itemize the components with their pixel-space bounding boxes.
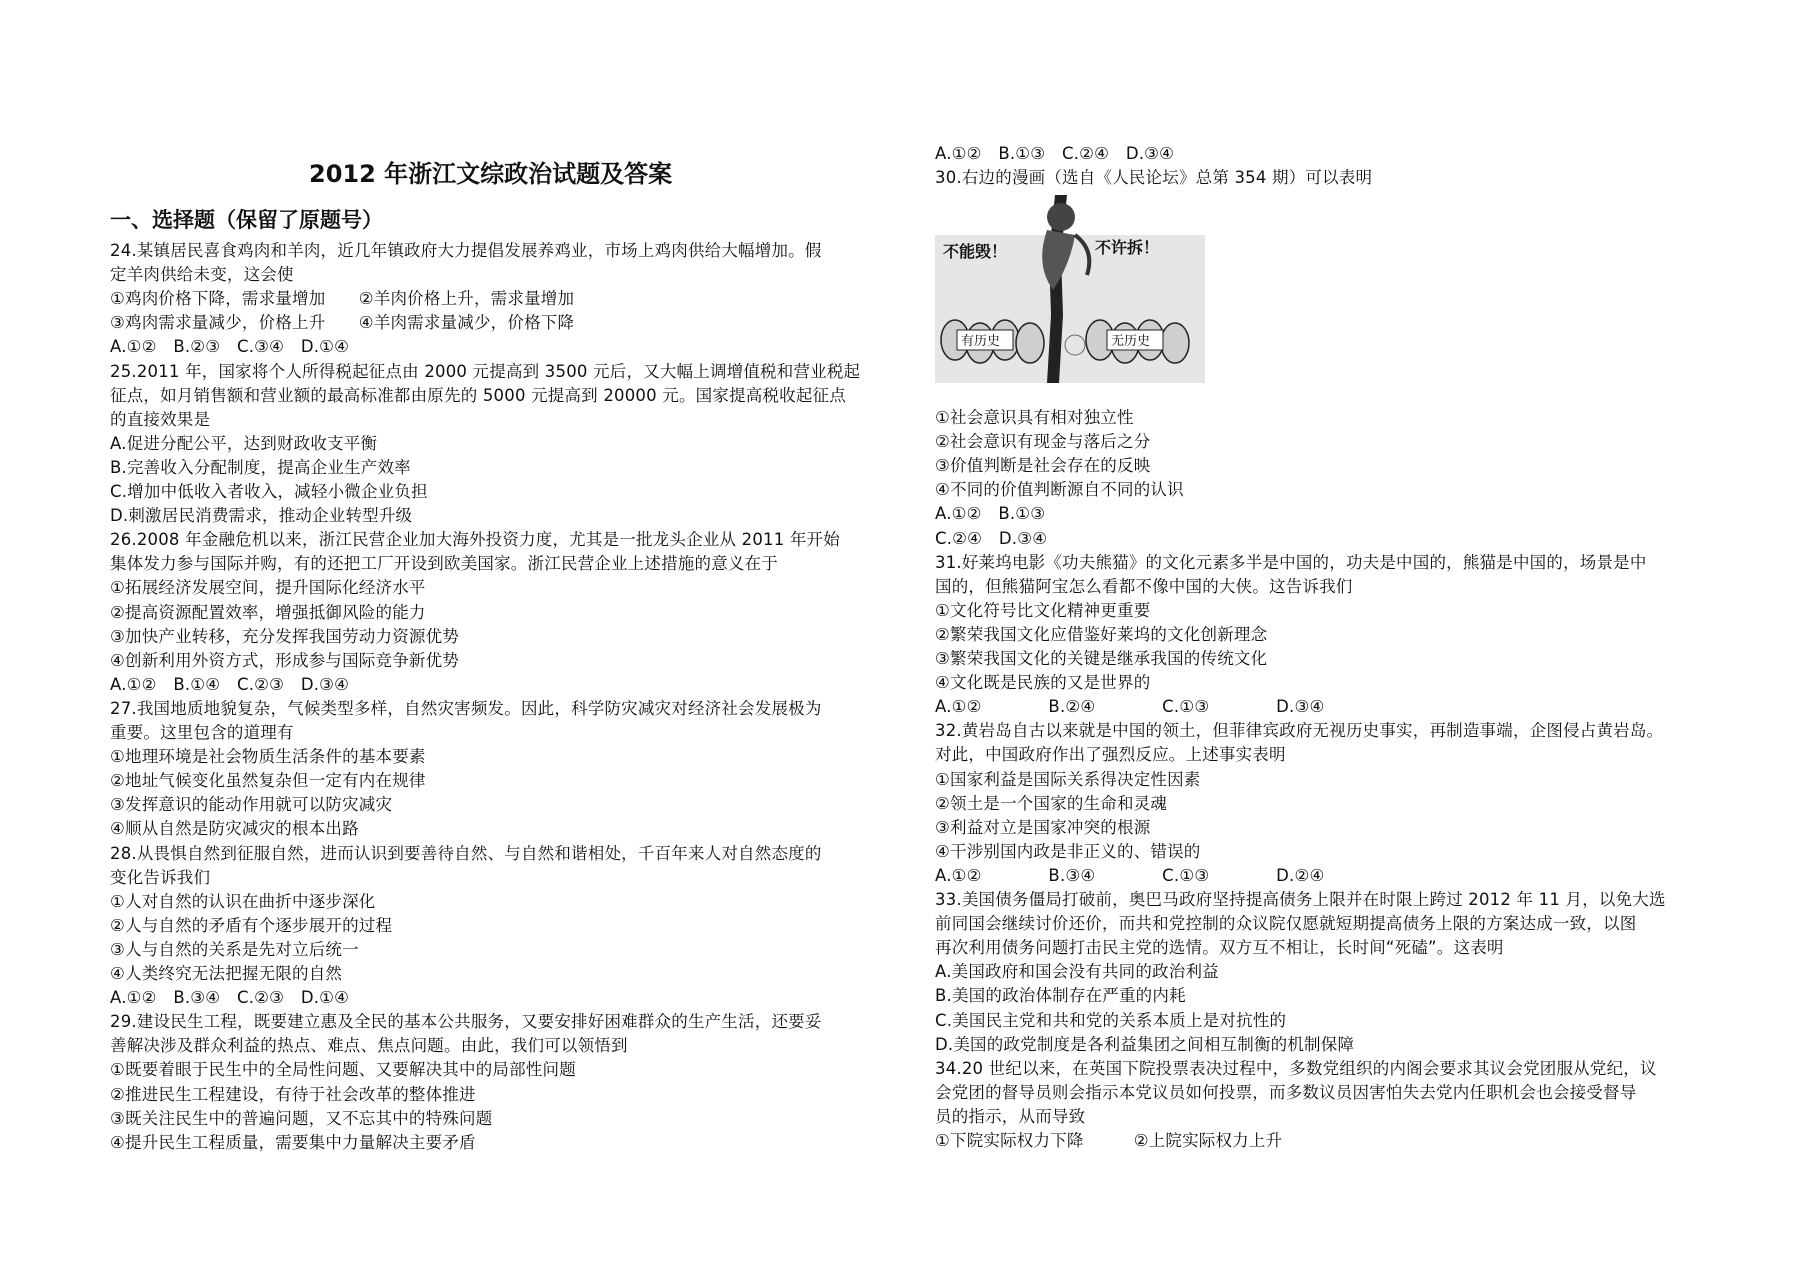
text-line: A.美国政府和国会没有共同的政治利益	[935, 962, 1219, 982]
text-line: ①下院实际权力下降 ②上院实际权力上升	[935, 1131, 1283, 1150]
text-line: A.①② B.①③ C.②④ D.③④	[935, 144, 1175, 163]
text-line: D.刺激居民消费需求，推动企业转型升级	[110, 506, 413, 526]
text-line: ③利益对立是国家冲突的根源	[935, 817, 1151, 837]
text-line: C.美国民主党和共和党的关系本质上是对抗性的	[935, 1010, 1287, 1030]
text-line: A.促进分配公平，达到财政收支平衡	[110, 433, 378, 453]
text-line: A.①② B.③④ C.②③ D.①④	[110, 988, 350, 1008]
text-line: 24.某镇居民喜食鸡肉和羊肉，近几年镇政府大力提倡发展养鸡业，市场上鸡肉供给大幅增加。假	[110, 241, 822, 260]
text-line: ②社会意识有现金与落后之分	[935, 432, 1151, 452]
section-heading: 一、选择题（保留了原题号）	[110, 208, 383, 232]
text-line: 员的指示，从而导致	[935, 1106, 1086, 1126]
text-line: 29.建设民生工程，既要建立惠及全民的基本公共服务，又要安排好困难群众的生产生活，还要妥	[110, 1012, 822, 1032]
text-line: A.①② B.①③	[935, 504, 1046, 524]
text-line: ③发挥意识的能动作用就可以防灾减灾	[110, 795, 393, 815]
text-line: C.增加中低收入者收入，减轻小微企业负担	[110, 482, 428, 501]
text-line: 34.20 世纪以来，在英国下院投票表决过程中，多数党组织的内阁会要求其议会党团服从党纪，议	[935, 1058, 1657, 1078]
text-line: 27.我国地质地貌复杂，气候类型多样，自然灾害频发。因此，科学防灾减灾对经济社会发展极为	[110, 698, 822, 718]
text-line: B.完善收入分配制度，提高企业生产效率	[110, 457, 411, 477]
text-line: ③价值判断是社会存在的反映	[935, 456, 1151, 476]
text-line: 再次利用债务问题打击民主党的选情。双方互不相让，长时间“死磕”。这表明	[935, 938, 1504, 958]
text-line: ①鸡肉价格下降，需求量增加 ②羊肉价格上升，需求量增加	[110, 289, 575, 309]
cartoon-figure-head	[1047, 203, 1075, 231]
cartoon-right-caption: 不许拆！	[1095, 238, 1160, 257]
cartoon-sign-left: 有历史	[961, 334, 1001, 349]
cartoon-left-caption: 不能毁！	[943, 242, 1008, 261]
text-line: ③人与自然的关系是先对立后统一	[110, 939, 359, 959]
text-line: 30.右边的漫画（选自《人民论坛》总第 354 期）可以表明	[935, 168, 1373, 187]
text-line: ①文化符号比文化精神更重要	[935, 600, 1151, 620]
text-line: ③加快产业转移，充分发挥我国劳动力资源优势	[110, 626, 459, 646]
text-line: ②推进民生工程建设，有待于社会改革的整体推进	[110, 1084, 476, 1104]
text-line: ④顺从自然是防灾减灾的根本出路	[110, 819, 359, 839]
text-line: ④不同的价值判断源自不同的认识	[935, 480, 1184, 500]
text-line: ③繁荣我国文化的关键是继承我国的传统文化	[935, 649, 1268, 668]
text-line: 28.从畏惧自然到征服自然，进而认识到要善待自然、与自然和谐相处，千百年来人对自然态度的	[110, 843, 822, 863]
text-line: ③鸡肉需求量减少，价格上升 ④羊肉需求量减少，价格下降	[110, 313, 575, 333]
text-line: 对此，中国政府作出了强烈反应。上述事实表明	[935, 745, 1286, 765]
text-line: ②繁荣我国文化应借鉴好莱坞的文化创新理念	[935, 624, 1268, 644]
text-line: A.①② B.②③ C.③④ D.①④	[110, 337, 350, 357]
text-line: D.美国的政党制度是各利益集团之间相互制衡的机制保障	[935, 1034, 1355, 1054]
text-line: 国的，但熊猫阿宝怎么看都不像中国的大侠。这告诉我们	[935, 576, 1353, 596]
text-line: ①社会意识具有相对独立性	[935, 408, 1134, 427]
text-line: ④提升民生工程质量，需要集中力量解决主要矛盾	[110, 1132, 476, 1152]
text-line: ②人与自然的矛盾有个逐步展开的过程	[110, 915, 393, 935]
text-line: 征点，如月销售额和营业额的最高标准都由原先的 5000 元提高到 20000 元。国家提高税收起征点	[110, 385, 846, 405]
text-line: ①拓展经济发展空间，提升国际化经济水平	[110, 578, 426, 598]
text-line: B.美国的政治体制存在严重的内耗	[935, 986, 1186, 1006]
text-line: ④干涉别国内政是非正义的、错误的	[935, 841, 1201, 861]
cartoon-image	[935, 195, 1205, 383]
text-line: ①既要着眼于民生中的全局性问题、又要解决其中的局部性问题	[110, 1060, 576, 1080]
text-line: ①国家利益是国际关系得决定性因素	[935, 769, 1201, 789]
text-line: A.①② B.③④ C.①③ D.②④	[935, 865, 1325, 885]
text-line: 31.好莱坞电影《功夫熊猫》的文化元素多半是中国的，功夫是中国的，熊猫是中国的，场景是中	[935, 552, 1647, 572]
text-line: ②提高资源配置效率，增强抵御风险的能力	[110, 602, 426, 622]
text-line: 33.美国债务僵局打破前，奥巴马政府坚持提高债务上限并在时限上跨过 2012 年 11 月，以免大选	[935, 890, 1666, 909]
text-line: 32.黄岩岛自古以来就是中国的领土，但菲律宾政府无视历史事实，再制造事端，企图侵占黄岩岛。	[935, 721, 1664, 741]
text-line: ④人类终究无法把握无限的自然	[110, 964, 343, 983]
text-line: 定羊肉供给未变，这会使	[110, 265, 294, 285]
text-line: C.②④ D.③④	[935, 528, 1048, 548]
text-line: 集体发力参与国际并购，有的还把工厂开设到欧美国家。浙江民营企业上述措施的意义在于	[110, 554, 778, 574]
text-line: 前同国会继续讨价还价，而共和党控制的众议院仅愿就短期提高债务上限的方案达成一致，以图	[935, 914, 1637, 934]
text-line: ①人对自然的认识在曲折中逐步深化	[110, 891, 376, 911]
text-line: ①地理环境是社会物质生活条件的基本要素	[110, 747, 426, 767]
page-title: 2012 年浙江文综政治试题及答案	[309, 160, 673, 188]
text-line: ②领土是一个国家的生命和灵魂	[935, 793, 1168, 813]
text-line: ④文化既是民族的又是世界的	[935, 673, 1151, 693]
text-line: A.①② B.①④ C.②③ D.③④	[110, 674, 350, 694]
cartoon-sign-right: 无历史	[1111, 334, 1151, 349]
text-line: 25.2011 年，国家将个人所得税起征点由 2000 元提高到 3500 元后，又大幅上调增值税和营业税起	[110, 361, 861, 381]
text-line: A.①② B.②④ C.①③ D.③④	[935, 697, 1325, 717]
text-line: ②地址气候变化虽然复杂但一定有内在规律	[110, 771, 426, 791]
text-line: ④创新利用外资方式，形成参与国际竞争新优势	[110, 650, 459, 670]
text-line: 善解决涉及群众利益的热点、难点、焦点问题。由此，我们可以领悟到	[110, 1036, 628, 1056]
text-line: ③既关注民生中的普遍问题，又不忘其中的特殊问题	[110, 1108, 493, 1128]
text-line: 变化告诉我们	[110, 867, 211, 887]
text-line: 的直接效果是	[110, 409, 211, 429]
text-line: 26.2008 年金融危机以来，浙江民营企业加大海外投资力度，尤其是一批龙头企业从 2011 年开始	[110, 530, 840, 550]
text-line: 会党团的督导员则会指示本党议员如何投票，而多数议员因害怕失去党内任职机会也会接受督导	[935, 1082, 1637, 1102]
text-line: 重要。这里包含的道理有	[110, 723, 294, 742]
